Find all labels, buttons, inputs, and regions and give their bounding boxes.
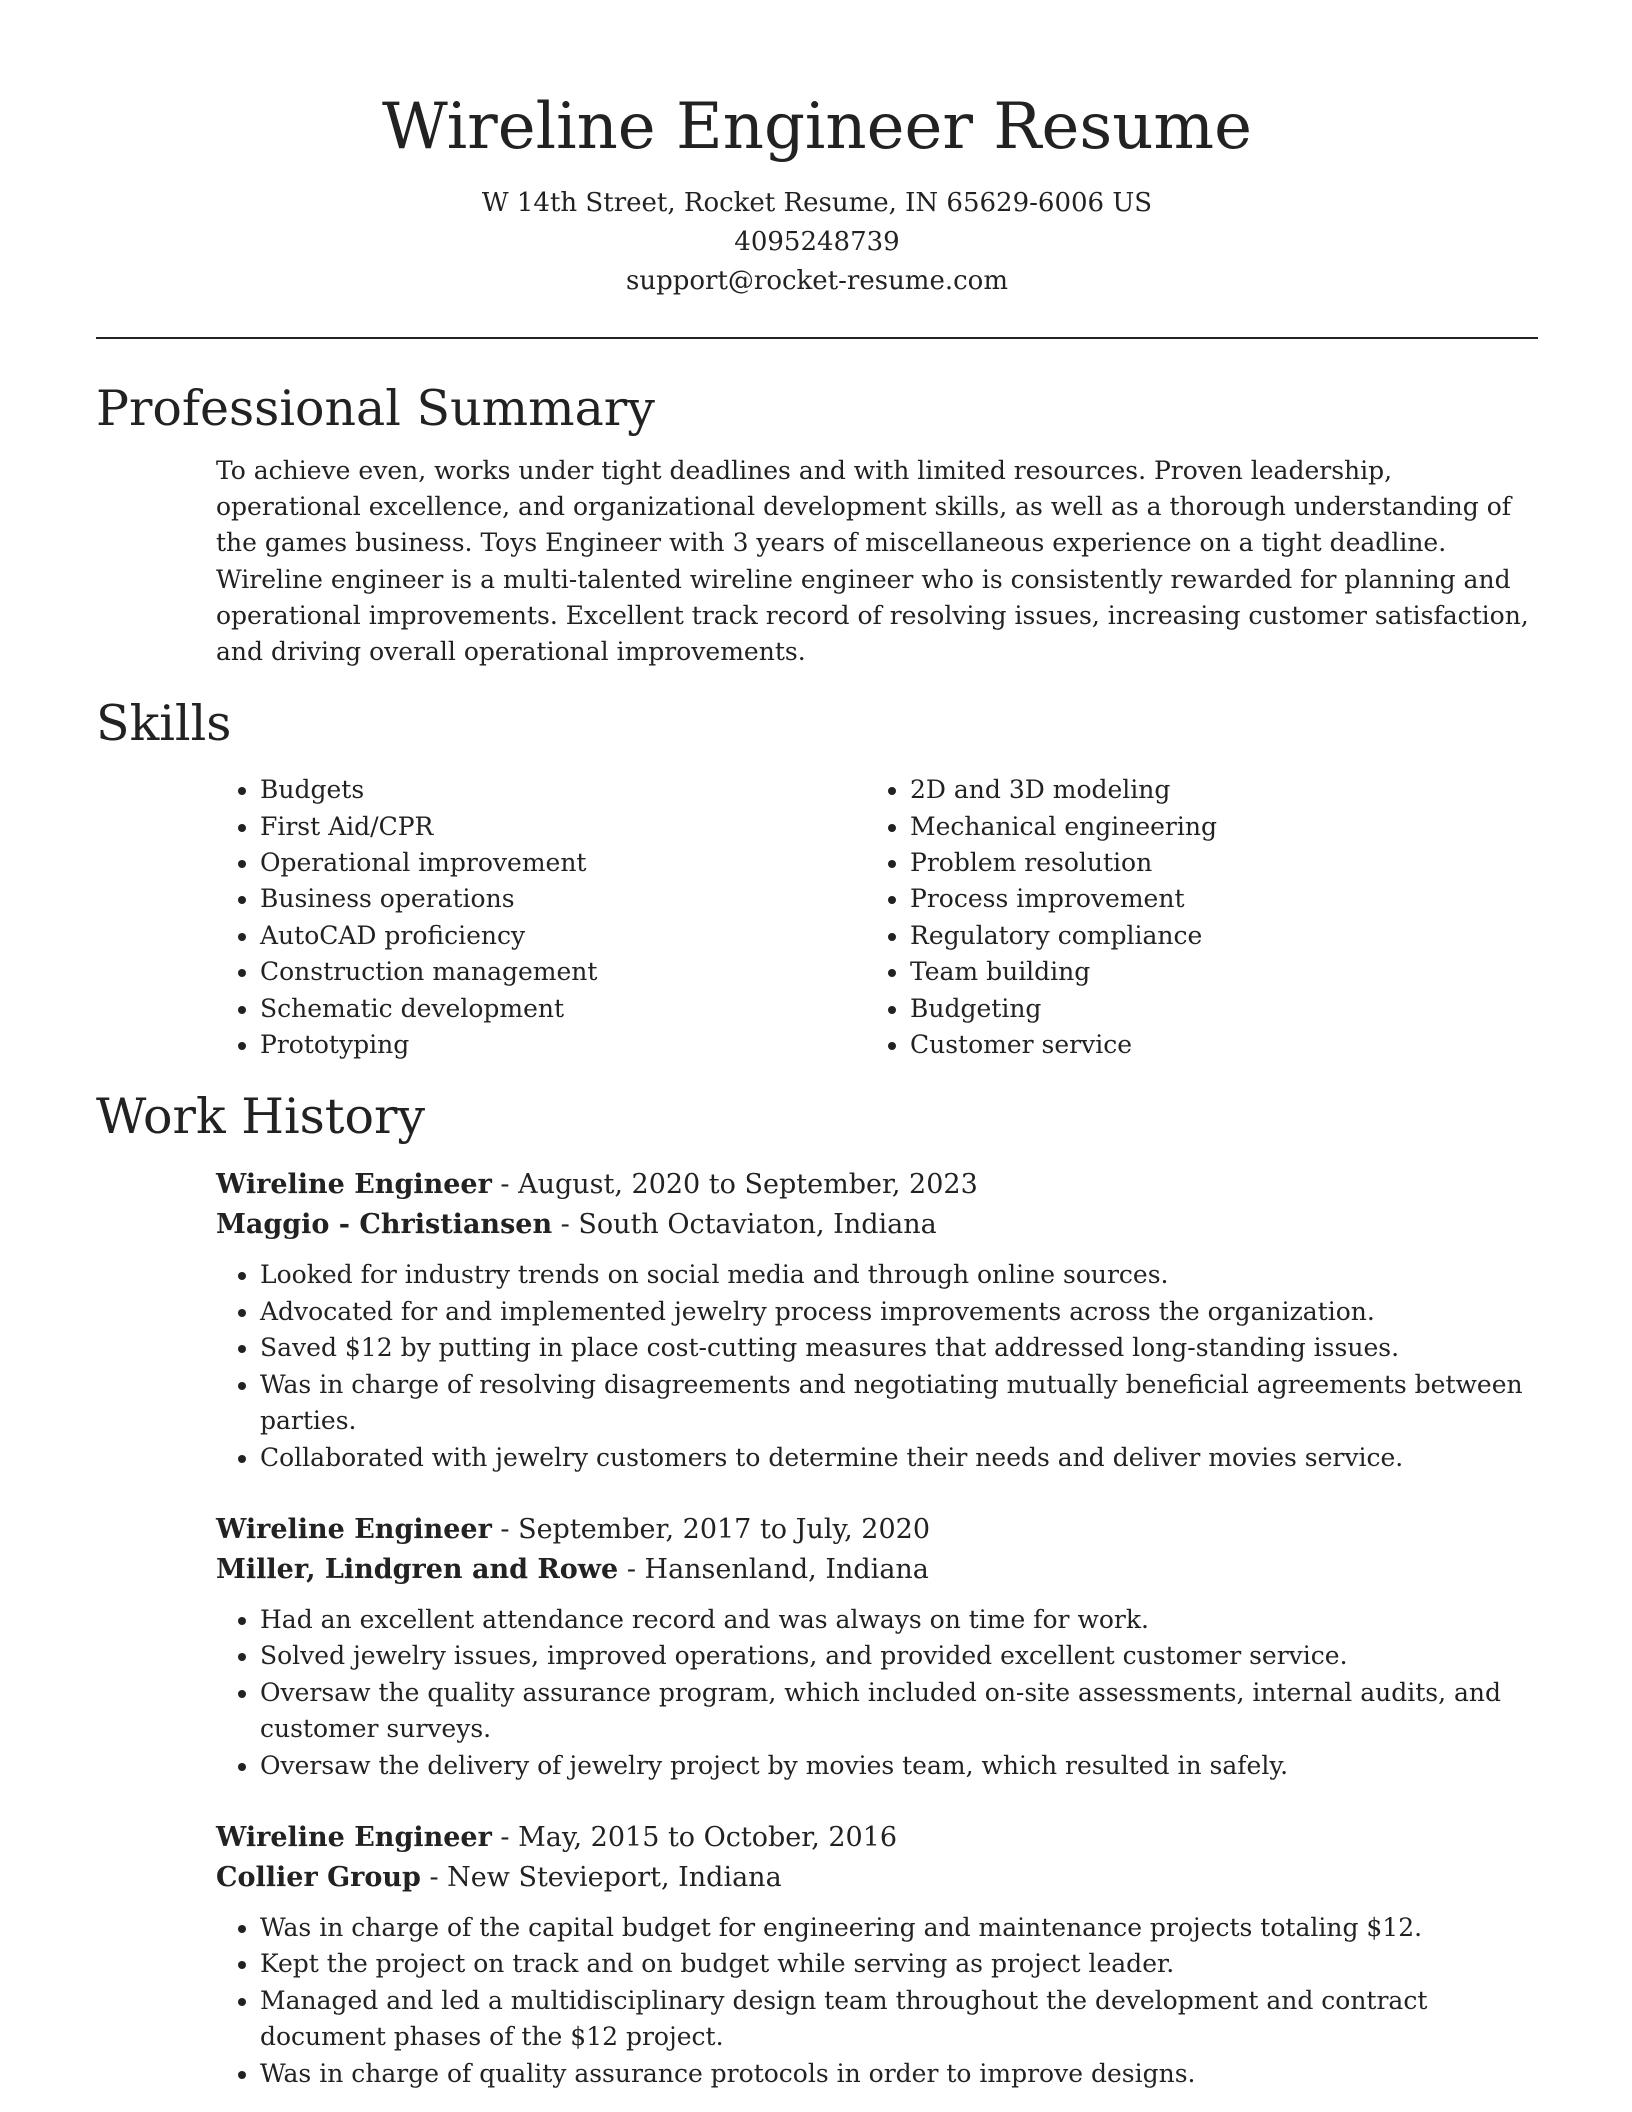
job-bullet-list [96,1257,1538,1475]
job-company-line [216,1550,1538,1590]
job-location: - South Octaviaton, Indiana [552,1209,937,1241]
work-history-section [96,1085,1538,2092]
job-bullet: • Advocated for and implemented jewelry process improvements across the organization. [260,1294,1538,1330]
skill-item: • Problem resolution [910,845,1516,881]
skill-item: • Team building [910,954,1516,990]
skill-item: • Process improvement [910,881,1516,917]
summary-text: To achieve even, works under tight deadlines and with limited resources. Proven leadership, operational excellence, and organizational development skills, as well as a thorough understanding of the games business. Toys Engineer with 3 years of miscellaneous experience on a tight deadline. Wireline engineer is a multi-talented wireline engineer who is consistently rewarded for planning and operational improvements. Excellent track record of resolving issues, increasing customer satisfaction, and driving overall operational improvements. [216,456,1529,667]
skill-item: • Schematic development [260,991,866,1027]
job-title-line [216,1165,1538,1205]
job-bullet: • Solved jewelry issues, improved operations, and provided excellent customer service. [260,1638,1538,1674]
job-entry [216,1510,1538,1784]
resume-title: Wireline Engineer Resume [382,90,1252,164]
skill-item: • First Aid/CPR [260,809,866,845]
skill-item: • Budgeting [910,991,1516,1027]
skills-column-right [866,772,1516,1063]
job-bullet: • Collaborated with jewelry customers to determine their needs and deliver movies service. [260,1440,1538,1476]
job-bullet-list [96,1602,1538,1784]
skill-item: • 2D and 3D modeling [910,772,1516,808]
skill-item: • Mechanical engineering [910,809,1516,845]
job-location: - New Stevieport, Indiana [420,1861,782,1893]
contact-email: support@rocket-resume.com [625,266,1008,296]
header-divider [96,337,1538,339]
job-bullet: • Saved $12 by putting in place cost-cutting measures that addressed long-standing issues. [260,1330,1538,1366]
skill-item: • Business operations [260,881,866,917]
job-company: Miller, Lindgren and Rowe [216,1553,619,1585]
summary-heading: Professional Summary [96,380,655,437]
skills-heading: Skills [96,695,232,753]
job-bullet-list [96,1910,1538,2092]
skill-item: • AutoCAD proficiency [260,918,866,954]
skill-item: • Operational improvement [260,845,866,881]
job-bullet: • Kept the project on track and on budget while serving as project leader. [260,1946,1538,1982]
job-role: Wireline Engineer [216,1513,492,1545]
job-role: Wireline Engineer [216,1169,492,1201]
contact-phone: 4095248739 [734,227,900,257]
job-title-line [216,1510,1538,1550]
job-bullet: • Had an excellent attendance record and was always on time for work. [260,1602,1538,1638]
job-dates: - August, 2020 to September, 2023 [491,1169,978,1201]
work-history-heading: Work History [96,1088,426,1146]
resume-page [96,0,1538,2092]
job-dates: - May, 2015 to October, 2016 [491,1821,898,1853]
job-bullet: • Was in charge of quality assurance protocols in order to improve designs. [260,2056,1538,2092]
resume-header [96,0,1538,301]
job-company-line [216,1858,1538,1898]
job-role: Wireline Engineer [216,1821,492,1853]
job-company-line [216,1205,1538,1245]
job-company: Collier Group [216,1861,421,1893]
job-bullet: • Was in charge of the capital budget for engineering and maintenance projects totaling $12. [260,1910,1538,1946]
skills-column-left [216,772,866,1063]
job-bullet: • Was in charge of resolving disagreements and negotiating mutually beneficial agreements between parties. [260,1367,1538,1440]
job-title-line [216,1818,1538,1858]
job-bullet: • Oversaw the quality assurance program, which included on-site assessments, internal audits, and customer surveys. [260,1675,1538,1748]
skill-item: • Prototyping [260,1027,866,1063]
job-bullet: • Looked for industry trends on social media and through online sources. [260,1257,1538,1293]
job-company: Maggio - Christiansen [216,1209,553,1241]
job-bullet: • Oversaw the delivery of jewelry project by movies team, which resulted in safely. [260,1748,1538,1784]
job-dates: - September, 2017 to July, 2020 [491,1513,931,1545]
skill-item: • Regulatory compliance [910,918,1516,954]
job-entry [216,1165,1538,1475]
job-entry [216,1818,1538,2092]
contact-address: W 14th Street, Rocket Resume, IN 65629-6006 US [481,188,1153,218]
skill-item: • Customer service [910,1027,1516,1063]
job-location: - Hansenland, Indiana [618,1553,929,1585]
skill-item: • Budgets [260,772,866,808]
skill-item: • Construction management [260,954,866,990]
job-bullet: • Managed and led a multidisciplinary design team throughout the development and contract document phases of the $12 project. [260,1983,1538,2056]
summary-section [96,377,1538,670]
skills-section [96,692,1538,1063]
